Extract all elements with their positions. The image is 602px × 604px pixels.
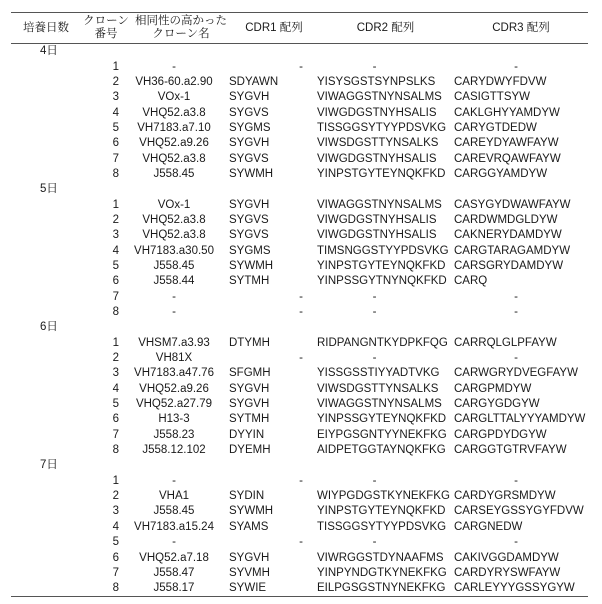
cdr1-cell: DTYMH (229, 336, 270, 349)
cdr1-cell: SYGMS (229, 121, 271, 134)
table-row (11, 136, 588, 151)
clone-number-cell: 1 (112, 198, 119, 211)
cdr2-cell: YINPSSGYTEYNQKFKD (317, 413, 447, 426)
clone-name-cell: J558.45 (153, 505, 195, 518)
cdr1-cell: SYGVH (229, 137, 270, 150)
clone-name-cell: VHA1 (158, 490, 190, 503)
header-cdr3: CDR3 配列 (492, 21, 550, 34)
clone-number-cell: 1 (112, 60, 119, 73)
cdr3-cell: - (514, 474, 518, 487)
table-row (11, 428, 588, 443)
clone-name-cell: VHQ52.a27.79 (135, 398, 213, 411)
table-row (11, 243, 588, 258)
cdr1-cell: SYWMH (229, 259, 274, 272)
clone-name-cell: VOx-1 (157, 198, 191, 211)
cdr1-cell: SYDIN (229, 490, 265, 503)
cdr3-cell: CASYGYDWAWFAYW (454, 198, 571, 211)
table-row (11, 274, 588, 289)
cdr3-cell: CARGPDYDGYW (454, 428, 547, 441)
cdr2-cell: VIWRGGSTDYNAAFMS (317, 551, 444, 564)
table-row (11, 75, 588, 90)
cdr3-cell: CARGTARAGAMDYW (454, 244, 571, 257)
clone-number-cell: 8 (112, 167, 119, 180)
cdr1-cell: SYGVH (229, 198, 270, 211)
table-row (11, 59, 588, 74)
clone-number-cell: 7 (112, 290, 119, 303)
day-group-row (11, 44, 588, 59)
cdr3-cell: CARGYGDGYW (454, 398, 540, 411)
table-row (11, 535, 588, 550)
table-row (11, 489, 588, 504)
culture-day-label: 7日 (40, 459, 58, 472)
clone-name-cell: J558.47 (153, 566, 195, 579)
clone-number-cell: 6 (112, 137, 119, 150)
cdr1-cell: SYWMH (229, 505, 274, 518)
table-row (11, 151, 588, 166)
cdr3-cell: CAREVRQAWFAYW (454, 152, 561, 165)
cdr3-cell: CARDWMDGLDYW (454, 213, 558, 226)
cdr3-cell: CAREYDYAWFAYW (454, 137, 559, 150)
cdr2-cell: YINPSTGYTEYNQKFKD (317, 167, 446, 180)
cdr1-cell: DYEMH (229, 444, 271, 457)
cdr1-cell: DYYIN (229, 428, 265, 441)
cdr3-cell: CARRQLGLPFAYW (454, 336, 557, 349)
cdr1-cell: SYGVS (229, 213, 269, 226)
cdr1-cell: SYGVS (229, 152, 269, 165)
clone-name-cell: VHSM7.a3.93 (138, 336, 210, 349)
cdr1-cell: SYGVH (229, 91, 270, 104)
cdr2-cell: VIWGDGSTNYHSALIS (317, 213, 437, 226)
clone-name-cell: - (172, 290, 176, 303)
cdr2-cell: VIWGDGSTNYHSALIS (317, 229, 437, 242)
clone-number-cell: 8 (112, 444, 119, 457)
cdr2-cell: YINPSTGYTEYNQKFKD (317, 259, 446, 272)
clone-name-cell: VH81X (155, 352, 193, 365)
cdr1-cell: - (299, 474, 303, 487)
table-row (11, 581, 588, 596)
clone-number-cell: 1 (112, 474, 119, 487)
clone-name-cell: J558.45 (153, 259, 195, 272)
cdr1-cell: SYAMS (229, 520, 269, 533)
clone-name-cell: VHQ52.a3.8 (142, 152, 206, 165)
cdr1-cell: - (299, 352, 303, 365)
header-cdr2: CDR2 配列 (356, 21, 415, 34)
cdr2-cell: VIWAGGSTNYNSALMS (317, 198, 442, 211)
cdr2-cell: - (372, 474, 377, 487)
clone-number-cell: 2 (112, 75, 119, 88)
clone-name-cell: VH36-60.a2.90 (135, 75, 213, 88)
cdr1-cell: SYTMH (229, 413, 270, 426)
header-clone-name-line2: クローン名 (152, 28, 210, 40)
cdr2-cell: TISSGGSYTYYPDSVKG (317, 121, 447, 134)
table-row (11, 366, 588, 381)
table-body (11, 44, 588, 596)
cdr1-cell: - (299, 290, 303, 303)
table-row (11, 105, 588, 120)
clone-number-cell: 3 (112, 367, 119, 380)
cdr1-cell: SYGVH (229, 398, 270, 411)
header-culture-days: 培養日数 (23, 21, 69, 34)
clone-name-cell: VHQ52.a3.8 (142, 213, 206, 226)
cdr1-cell: - (299, 306, 303, 319)
table-row (11, 504, 588, 519)
clone-number-cell: 2 (112, 213, 119, 226)
clone-number-cell: 7 (112, 428, 119, 441)
cdr3-cell: CARQ (454, 275, 488, 288)
clone-number-cell: 7 (112, 566, 119, 579)
header-clone-number (81, 15, 131, 41)
cdr3-cell: CARGGTGTRVFAYW (454, 444, 567, 457)
clone-number-cell: 5 (112, 398, 119, 411)
clone-number-cell: 7 (112, 152, 119, 165)
header-clone-number-line1: クローン (83, 15, 129, 27)
day-group-row (11, 458, 588, 473)
cdr1-cell: - (299, 536, 303, 549)
cdr3-cell: CARSGRYDAMDYW (454, 259, 564, 272)
header-clone-name-line1: 相同性の高かった (135, 15, 227, 27)
header-clone-number-line2: 番号 (94, 28, 118, 40)
table-row (11, 550, 588, 565)
clone-number-cell: 2 (112, 490, 119, 503)
table-row (11, 520, 588, 535)
clone-name-cell: J558.45 (153, 167, 195, 180)
clone-name-cell: J558.23 (153, 428, 195, 441)
clone-name-cell: J558.12.102 (142, 444, 206, 457)
clone-number-cell: 5 (112, 121, 119, 134)
clone-name-cell: VHQ52.a9.26 (139, 137, 209, 150)
cdr3-cell: CASIGTTSYW (454, 91, 531, 104)
clone-name-cell: VOx-1 (157, 91, 191, 104)
cdr3-cell: - (514, 290, 518, 303)
cdr2-cell: RIDPANGNTKYDPKFQG (317, 336, 448, 349)
culture-day-label: 4日 (40, 45, 58, 58)
table-row (11, 167, 588, 182)
clone-name-cell: VH7183.a7.10 (137, 121, 211, 134)
clone-number-cell: 5 (112, 536, 119, 549)
table-row (11, 412, 588, 427)
clone-name-cell: VH7183.a30.50 (134, 244, 214, 257)
cdr2-cell: TIMSNGGSTYYPDSVKG (317, 244, 449, 257)
cdr2-cell: VIWGDGSTNYHSALIS (317, 152, 437, 165)
cdr2-cell: YISYSGSTSYNPSLKS (317, 75, 436, 88)
clone-number-cell: 4 (112, 106, 119, 119)
clone-name-cell: J558.44 (153, 275, 195, 288)
cdr2-cell: EIYPGSGNTYYNEKFKG (317, 428, 447, 441)
cdr3-cell: - (514, 306, 518, 319)
cdr2-cell: YISSGSSTIYYADTVKG (317, 367, 440, 380)
clone-name-cell: - (172, 306, 176, 319)
cdr2-cell: VIWAGGSTNYNSALMS (317, 398, 442, 411)
cdr1-cell: SDYAWN (229, 75, 279, 88)
clone-number-cell: 1 (112, 336, 119, 349)
cdr2-cell: YINPSTGYTEYNQKFKD (317, 505, 446, 518)
table-row (11, 121, 588, 136)
cdr3-cell: CARGNEDW (454, 520, 523, 533)
clone-number-cell: 5 (112, 259, 119, 272)
cdr2-cell: VIWSDGSTTYNSALKS (317, 382, 439, 395)
cdr3-cell: CARDYRYSWFAYW (454, 566, 561, 579)
table-row (11, 197, 588, 212)
clone-number-cell: 6 (112, 551, 119, 564)
cdr3-cell: CAKNERYDAMDYW (454, 229, 562, 242)
cdr3-cell: CARWGRYDVEGFAYW (454, 367, 578, 380)
cdr1-cell: - (299, 60, 303, 73)
table-bottom-rule (11, 596, 588, 597)
cdr3-cell: CARSEYGSSYGYFDVW (454, 505, 584, 518)
clone-number-cell: 3 (112, 229, 119, 242)
table-header (11, 13, 588, 43)
header-cdr1: CDR1 配列 (245, 21, 303, 34)
table-row (11, 228, 588, 243)
cdr1-cell: SYGVH (229, 551, 270, 564)
clone-number-cell: 8 (112, 306, 119, 319)
table-row (11, 566, 588, 581)
cdr2-cell: - (372, 290, 377, 303)
clone-name-cell: VHQ52.a9.26 (139, 382, 209, 395)
cdr3-cell: CARGPMDYW (454, 382, 532, 395)
cdr2-cell: VIWAGGSTNYNSALMS (317, 91, 442, 104)
table-row (11, 90, 588, 105)
header-homologous-clone-name (131, 15, 231, 41)
clone-name-cell: VHQ52.a3.8 (142, 106, 206, 119)
table-row (11, 351, 588, 366)
clone-number-cell: 3 (112, 505, 119, 518)
clone-name-cell: VH7183.a47.76 (134, 367, 214, 380)
cdr2-cell: - (372, 60, 377, 73)
cdr2-cell: YINPYNDGTKYNEKFKG (317, 566, 447, 579)
cdr3-cell: - (514, 352, 518, 365)
cdr2-cell: - (372, 306, 377, 319)
culture-day-label: 5日 (40, 183, 58, 196)
cdr2-cell: VIWGDGSTNYHSALIS (317, 106, 437, 119)
cdr1-cell: SYGVH (229, 382, 270, 395)
clone-name-cell: VHQ52.a3.8 (142, 229, 206, 242)
clone-name-cell: - (172, 474, 176, 487)
table-row (11, 213, 588, 228)
culture-day-label: 6日 (40, 321, 58, 334)
clone-number-cell: 3 (112, 91, 119, 104)
table-row (11, 443, 588, 458)
cdr2-cell: AIDPETGGTAYNQKFKG (317, 444, 446, 457)
cdr3-cell: CARLEYYYGSSYGYW (454, 582, 575, 595)
cdr1-cell: SYTMH (229, 275, 270, 288)
clone-number-cell: 6 (112, 275, 119, 288)
table-row (11, 382, 588, 397)
clone-name-cell: - (172, 60, 176, 73)
table-row (11, 259, 588, 274)
cdr3-cell: CAKLGHYYAMDYW (454, 106, 560, 119)
cdr3-cell: CARGGYAMDYW (454, 167, 548, 180)
cdr2-cell: - (372, 536, 377, 549)
cdr3-cell: - (514, 536, 518, 549)
cdr1-cell: SYGVS (229, 229, 269, 242)
day-group-row (11, 182, 588, 197)
cdr3-cell: CARYGTDEDW (454, 121, 537, 134)
cdr3-cell: CARDYGRSMDYW (454, 490, 556, 503)
cdr3-cell: CAKIVGGDAMDYW (454, 551, 559, 564)
day-group-row (11, 320, 588, 335)
cdr2-cell: EILPGSGSTNYNEKFKG (317, 582, 446, 595)
clone-number-cell: 4 (112, 244, 119, 257)
cdr1-cell: SYGVS (229, 106, 269, 119)
clone-name-cell: VH7183.a15.24 (134, 520, 214, 533)
clone-number-cell: 4 (112, 520, 119, 533)
table-row (11, 305, 588, 320)
cdr1-cell: SYWIE (229, 582, 267, 595)
cdr2-cell: TISSGGSYTYYPDSVKG (317, 520, 447, 533)
table-row (11, 290, 588, 305)
clone-name-cell: H13-3 (158, 413, 190, 426)
cdr2-cell: WIYPGDGSTKYNEKFKG (317, 490, 450, 503)
cdr2-cell: - (372, 352, 377, 365)
clone-name-cell: VHQ52.a7.18 (139, 551, 209, 564)
cdr3-cell: CARGLTTALYYYAMDYW (454, 413, 586, 426)
cdr3-cell: - (514, 60, 518, 73)
clone-number-cell: 6 (112, 413, 119, 426)
cdr2-cell: YINPSSGYTNYNQKFKD (317, 275, 447, 288)
cdr1-cell: SYGMS (229, 244, 271, 257)
clone-name-cell: - (172, 536, 176, 549)
cdr-sequence-table (11, 12, 588, 597)
table-row (11, 397, 588, 412)
clone-number-cell: 4 (112, 382, 119, 395)
cdr1-cell: SYVMH (229, 566, 270, 579)
clone-number-cell: 8 (112, 582, 119, 595)
cdr1-cell: SYWMH (229, 167, 274, 180)
clone-name-cell: J558.17 (153, 582, 195, 595)
cdr1-cell: SFGMH (229, 367, 271, 380)
clone-number-cell: 2 (112, 352, 119, 365)
cdr2-cell: VIWSDGSTTYNSALKS (317, 137, 439, 150)
table-row (11, 474, 588, 489)
cdr3-cell: CARYDWYFDVW (454, 75, 547, 88)
table-row (11, 336, 588, 351)
